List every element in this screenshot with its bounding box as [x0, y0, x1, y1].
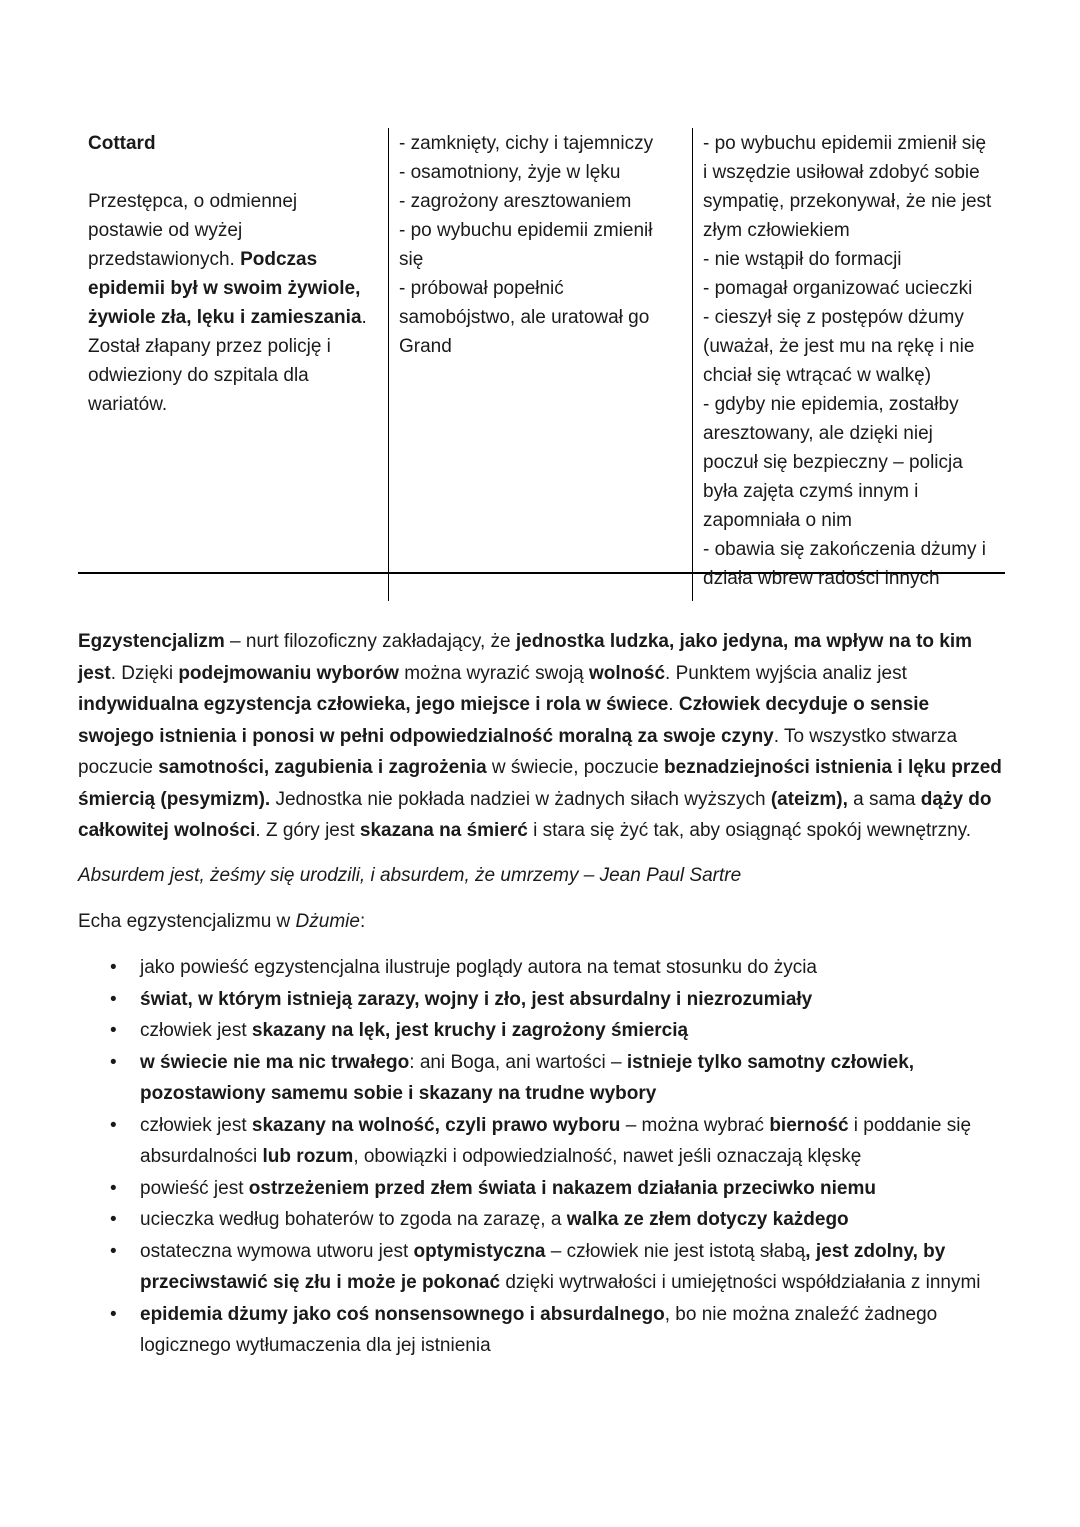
behavior-item: - cieszył się z postępów dżumy (uważał, że jest mu na rękę i nie chciał się wtrącać w walkę) — [703, 307, 975, 386]
list-item-text: jako powieść egzystencjalna ilustruje poglądy autora na temat stosunku do życia — [140, 957, 817, 978]
list-item — [110, 1299, 1005, 1362]
behavior-item: - po wybuchu epidemii zmienił się i wszędzie usiłował zdobyć sobie sympatię, przekonywał, że nie jest złym człowiekiem — [703, 133, 992, 241]
list-item-text: świat, w którym istnieją zarazy, wojny i zło, jest absurdalny i niezrozumiały — [140, 988, 813, 1010]
list-item-text: powieść jest ostrzeżeniem przed złem świata i nakazem działania przeciwko niemu — [140, 1177, 876, 1199]
behavior-item: - pomagał organizować ucieczki — [703, 278, 973, 299]
list-item — [110, 1173, 1005, 1205]
bullet-icon: • — [110, 988, 117, 1010]
list-item-text: ostateczna wymowa utworu jest optymistyczna – człowiek nie jest istotą słabą, jest zdolny, by przeciwstawić się złu i może je pokonać dzięki wytrwałości i umiejętności współdziałania z innymi — [140, 1240, 981, 1293]
bullet-icon: • — [110, 1240, 117, 1262]
character-description: Przestępca, o odmiennej postawie od wyżej przedstawionych. Podczas epidemii był w swoim żywiole, żywiole zła, lęku i zamieszania. Został złapany przez policję i odwieziony do szpitala dla wariatów. — [88, 191, 367, 415]
trait-item: - próbował popełnić samobójstwo, ale uratował go Grand — [399, 278, 650, 357]
list-item — [110, 1047, 1005, 1110]
behavior-item: - nie wstąpił do formacji — [703, 249, 902, 270]
behavior-item: - gdyby nie epidemia, zostałby aresztowany, ale dzięki niej poczuł się bezpieczny – policja była zajęta czymś innym i zapomniała o nim — [703, 394, 963, 531]
bullet-icon: • — [110, 1209, 117, 1230]
trait-item: - zagrożony aresztowaniem — [399, 191, 632, 212]
list-item — [110, 1110, 1005, 1173]
character-table — [78, 128, 1005, 589]
list-item-text: człowiek jest skazany na lęk, jest kruchy i zagrożony śmiercią — [140, 1020, 689, 1041]
list-item — [110, 952, 1005, 984]
echoes-bullet-list — [110, 952, 1005, 1362]
list-item — [110, 1204, 1005, 1236]
trait-item: - osamotniony, żyje w lęku — [399, 162, 621, 183]
bullet-icon: • — [110, 1051, 117, 1073]
sartre-quote: Absurdem jest, żeśmy się urodzili, i absurdem, że umrzemy – Jean Paul Sartre — [78, 865, 742, 886]
bullet-icon: • — [110, 957, 117, 978]
list-item — [110, 984, 1005, 1016]
list-item-text: ucieczka według bohaterów to zgoda na zarazę, a walka ze złem dotyczy każdego — [140, 1209, 849, 1230]
list-item-text: w świecie nie ma nic trwałego: ani Boga, ani wartości – istnieje tylko samotny człowiek, pozostawiony samemu sobie i skazany na trudne wybory — [140, 1051, 915, 1104]
character-name: Cottard — [88, 133, 156, 154]
bullet-icon: • — [110, 1303, 117, 1325]
table-cell-epidemic-behavior — [692, 128, 1005, 601]
behavior-item: - obawia się zakończenia dżumy i działa wbrew radości innych — [703, 539, 987, 589]
bullet-icon: • — [110, 1020, 117, 1041]
bullet-icon: • — [110, 1177, 117, 1199]
trait-item: - zamknięty, cichy i tajemniczy — [399, 133, 654, 154]
trait-item: - po wybuchu epidemii zmienił się — [399, 220, 653, 270]
table-cell-character — [78, 128, 388, 601]
table-cell-traits — [388, 128, 692, 601]
existentialism-paragraph: Egzystencjalizm – nurt filozoficzny zakładający, że jednostka ludzka, jako jedyna, ma wpływ na to kim jest. Dzięki podejmowaniu wyborów można wyrazić swoją wolność. Punktem wyjścia analiz jest indywidualna egzystencja człowieka, jego miejsce i rola w świece. Człowiek decyduje o sensie swojego istnienia i ponosi w pełni odpowiedzialność moralną za swoje czyny. To wszystko stwarza poczucie samotności, zagubienia i zagrożenia w świecie, poczucie beznadziejności istnienia i lęku przed śmiercią (pesymizm). Jednostka nie pokłada nadziei w żadnych siłach wyższych (ateizm), a sama dąży do całkowitej wolności. Z góry jest skazana na śmierć i stara się żyć tak, aby osiągnąć spokój wewnętrzny. — [78, 631, 1002, 841]
echoes-heading: Echa egzystencjalizmu w Dżumie: — [78, 911, 366, 932]
list-item-text: epidemia dżumy jako coś nonsensownego i absurdalnego, bo nie można znaleźć żadnego logicznego wytłumaczenia dla jej istnienia — [140, 1303, 938, 1356]
list-item-text: człowiek jest skazany na wolność, czyli prawo wyboru – można wybrać bierność i poddanie się absurdalności lub rozum, obowiązki i odpowiedzialność, nawet jeśli oznaczają klęskę — [140, 1114, 972, 1167]
list-item — [110, 1236, 1005, 1299]
list-item — [110, 1015, 1005, 1047]
bullet-icon: • — [110, 1114, 117, 1136]
